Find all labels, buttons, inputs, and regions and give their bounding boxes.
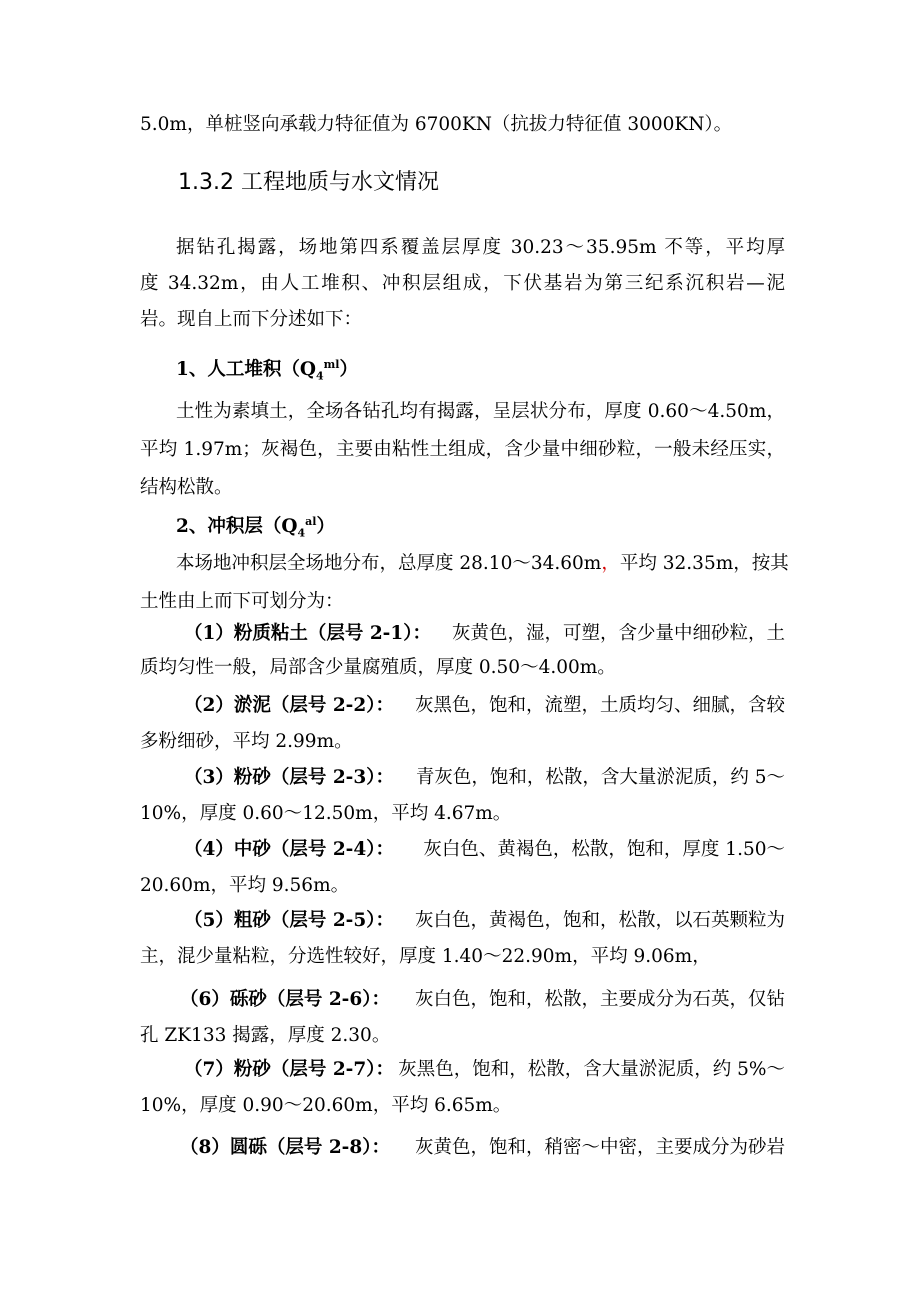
layer-3-label: （3）粉砂（层号 2-3）： <box>184 767 394 788</box>
subheading-alluvial <box>176 515 335 539</box>
layer-2-line-2: 多粉细砂，平均 2.99m。 <box>140 731 353 752</box>
intro-line-3: 岩。现自上而下分述如下： <box>140 309 363 330</box>
intro-line-1: 据钻孔揭露，场地第四系覆盖层厚度 30.23～35.95m 不等，平均厚 <box>176 237 785 258</box>
layer-7-line-2: 10%，厚度 0.90～20.60m，平均 6.65m。 <box>140 1095 512 1116</box>
layer-8-text: 灰黄色，饱和，稍密～中密，主要成分为砂岩 <box>414 1137 785 1158</box>
layer-4-text: 灰白色、黄褐色，松散，饱和，厚度 1.50～ <box>423 839 785 860</box>
layer-4-line-1 <box>184 838 785 862</box>
layer-1-text: 灰黄色，湿，可塑，含少量中细砂粒，土 <box>451 623 785 644</box>
p1-line-2: 平均 1.97m；灰褐色，主要由粘性土组成，含少量中细砂粒，一般未经压实， <box>140 439 785 460</box>
layer-7-text: 灰黑色，饱和，松散，含大量淤泥质，约 5%～ <box>398 1059 785 1080</box>
layer-7-label: （7）粉砂（层号 2-7）： <box>184 1059 394 1080</box>
p2-text-b: 平均 32.35m，按其 <box>619 553 789 574</box>
red-comma: ， <box>601 553 620 574</box>
p2-line-1 <box>176 552 789 576</box>
layer-2-line-1 <box>184 694 785 718</box>
section-heading: 1.3.2 工程地质与水文情况 <box>178 170 439 195</box>
subheading-text: 1、人工堆积（Q <box>176 359 316 380</box>
intro-line-2: 度 34.32m，由人工堆积、冲积层组成，下伏基岩为第三纪系沉积岩—泥 <box>140 273 785 294</box>
layer-3-line-1 <box>184 766 785 790</box>
subheading-artificial-fill <box>176 358 358 382</box>
layer-1-line-2: 质均匀性一般，局部含少量腐殖质，厚度 0.50～4.00m。 <box>140 657 616 678</box>
subscript: 4 <box>297 526 306 540</box>
layer-1-line-1 <box>184 622 785 646</box>
subheading-text: 2、冲积层（Q <box>176 516 298 537</box>
layer-5-text: 灰白色，黄褐色，饱和，松散，以石英颗粒为 <box>414 910 785 931</box>
layer-2-label: （2）淤泥（层号 2-2）： <box>184 695 394 716</box>
layer-1-label: （1）粉质粘土（层号 2-1）： <box>184 623 431 644</box>
layer-6-line-1 <box>180 988 785 1012</box>
p2-text-a: 本场地冲积层全场地分布，总厚度 28.10～34.60m <box>176 553 602 574</box>
continuation-line: 5.0m，单桩竖向承载力特征值为 6700KN（抗拔力特征值 3000KN）。 <box>140 114 733 135</box>
subscript: 4 <box>316 369 324 383</box>
subheading-suffix: ） <box>339 359 358 380</box>
layer-3-line-2: 10%，厚度 0.60～12.50m，平均 4.67m。 <box>140 803 512 824</box>
layer-8-label: （8）圆砾（层号 2-8）： <box>180 1137 390 1158</box>
layer-4-label: （4）中砂（层号 2-4）： <box>184 839 394 860</box>
layer-2-text: 灰黑色，饱和，流塑，土质均匀、细腻，含较 <box>414 695 785 716</box>
p1-line-1: 土性为素填土，全场各钻孔均有揭露，呈层状分布，厚度 0.60～4.50m， <box>176 401 785 422</box>
layer-6-text: 灰白色，饱和，松散，主要成分为石英，仅钻 <box>414 989 785 1010</box>
p2-line-2: 土性由上而下可划分为： <box>140 591 344 612</box>
layer-5-line-2: 主，混少量粘粒，分选性较好，厚度 1.40～22.90m，平均 9.06m， <box>140 946 711 967</box>
layer-6-line-2: 孔 ZK133 揭露，厚度 2.30。 <box>140 1025 391 1046</box>
layer-8-line-1 <box>180 1136 785 1160</box>
subheading-suffix: ） <box>316 516 335 537</box>
layer-4-line-2: 20.60m，平均 9.56m。 <box>140 875 350 896</box>
layer-6-label: （6）砾砂（层号 2-6）： <box>180 989 390 1010</box>
p1-line-3: 结构松散。 <box>140 477 233 498</box>
superscript: al <box>305 514 317 528</box>
layer-5-label: （5）粗砂（层号 2-5）： <box>184 910 394 931</box>
superscript: ml <box>323 357 340 371</box>
layer-3-text: 青灰色，饱和，松散，含大量淤泥质，约 5～ <box>415 767 785 788</box>
layer-7-line-1 <box>184 1058 785 1082</box>
layer-5-line-1 <box>184 909 785 933</box>
